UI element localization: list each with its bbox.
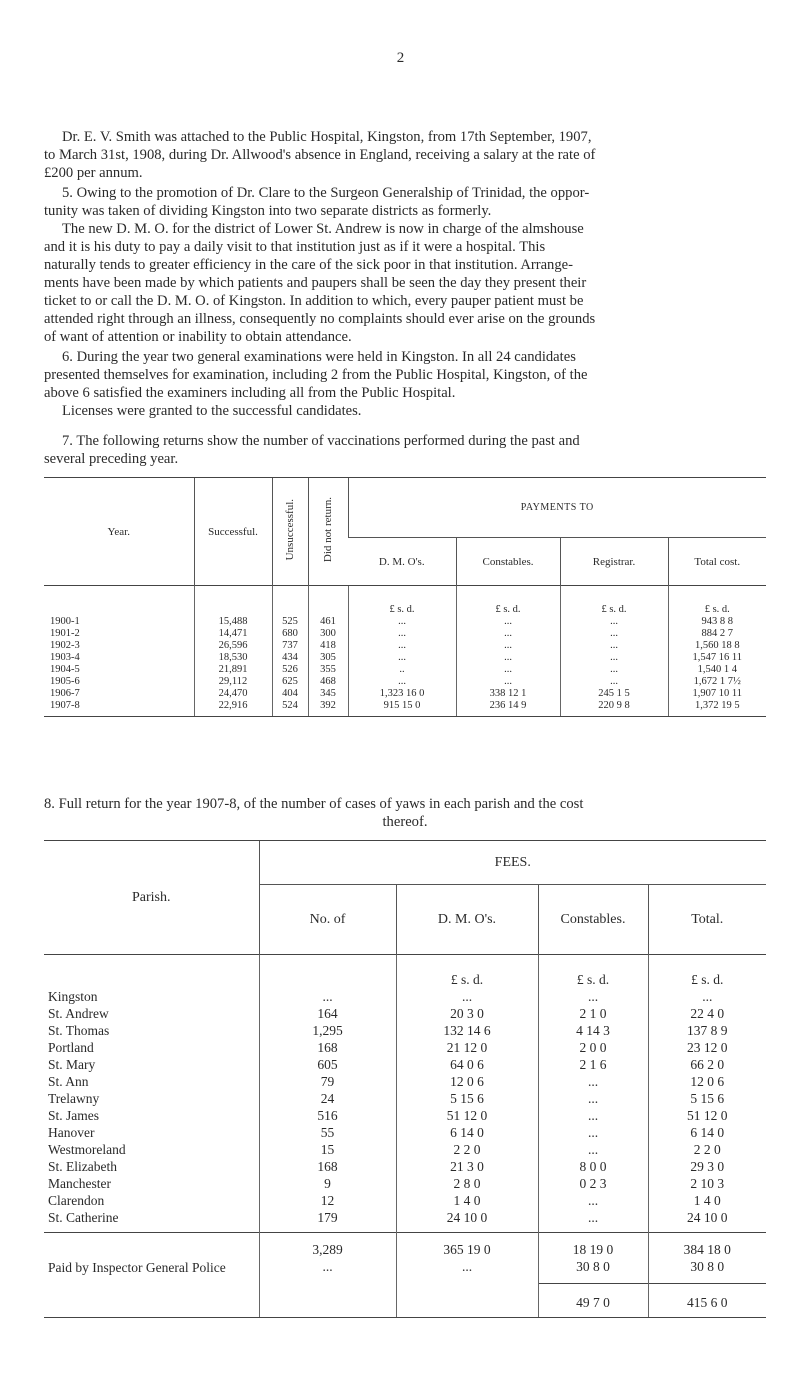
- totals-constables: 18 19 0: [538, 1233, 648, 1259]
- dmo-cell: 915 15 0: [348, 700, 456, 717]
- year-cell: 1902-3: [50, 640, 80, 651]
- police-label-cell: [44, 1233, 259, 1284]
- police-constables: 30 8 0: [538, 1258, 648, 1284]
- no-cell: 168: [259, 1158, 396, 1175]
- constables-cell: ...: [538, 988, 648, 1005]
- constables-cell: ...: [538, 1073, 648, 1090]
- header-did-not-return: [308, 478, 348, 586]
- dmo-cell: 21 12 0: [396, 1039, 538, 1056]
- parish-cell: St. Elizabeth: [48, 1159, 117, 1174]
- unsuccessful-cell: 680: [272, 628, 308, 640]
- yaws-row: [44, 1192, 766, 1209]
- dmo-cell: 2 2 0: [396, 1141, 538, 1158]
- no-cell: 15: [259, 1141, 396, 1158]
- no-cell: 605: [259, 1056, 396, 1073]
- registrar-cell: ...: [560, 640, 668, 652]
- parish-cell: Clarendon: [48, 1193, 105, 1208]
- header-registrar: Registrar.: [560, 538, 668, 586]
- yaws-row: [44, 988, 766, 1005]
- year-cell: 1901-2: [50, 628, 80, 639]
- totals-total: 384 18 0: [648, 1233, 766, 1259]
- yaws-table: [44, 840, 766, 1318]
- constables-cell: ...: [456, 616, 560, 628]
- unit-row: [44, 586, 766, 617]
- unit-row: [44, 955, 766, 989]
- parish-cell: St. Ann: [48, 1074, 89, 1089]
- vaccination-row: [44, 664, 766, 676]
- text-line: 8. Full return for the year 1907-8, of the number of cases of yaws in each parish and the cost: [44, 796, 584, 812]
- did-not-return-cell: 461: [308, 616, 348, 628]
- constables-cell: ...: [456, 652, 560, 664]
- total-cell: 137 8 9: [648, 1022, 766, 1039]
- grand-constables: 49 7 0: [538, 1284, 648, 1318]
- total-cell: 943 8 8: [668, 616, 766, 628]
- registrar-cell: ...: [560, 676, 668, 688]
- yaws-row: [44, 1073, 766, 1090]
- header-yaws-constables: Constables.: [538, 885, 648, 955]
- yaws-row: [44, 1056, 766, 1073]
- paragraph-5: [44, 184, 766, 346]
- unsuccessful-cell: 625: [272, 676, 308, 688]
- did-not-return-cell: 345: [308, 688, 348, 700]
- dmo-cell: 132 14 6: [396, 1022, 538, 1039]
- parish-cell: Trelawny: [48, 1091, 100, 1106]
- total-cell: 51 12 0: [648, 1107, 766, 1124]
- constables-cell: 0 2 3: [538, 1175, 648, 1192]
- total-cell: 22 4 0: [648, 1005, 766, 1022]
- header-fees: FEES.: [259, 841, 766, 885]
- header-successful: Successful.: [194, 478, 272, 586]
- vaccination-row: [44, 652, 766, 664]
- constables-cell: 4 14 3: [538, 1022, 648, 1039]
- successful-cell: 26,596: [194, 640, 272, 652]
- successful-cell: 21,891: [194, 664, 272, 676]
- year-cell: 1904-5: [50, 664, 80, 675]
- no-cell: 12: [259, 1192, 396, 1209]
- dmo-cell: 1 4 0: [396, 1192, 538, 1209]
- vaccination-row: [44, 640, 766, 652]
- did-not-return-cell: 305: [308, 652, 348, 664]
- text-line: £200 per annum.: [44, 165, 143, 181]
- parish-cell: St. Catherine: [48, 1210, 119, 1225]
- total-cell: 1,560 18 8: [668, 640, 766, 652]
- police-dmo: ...: [396, 1258, 538, 1284]
- totals-dmo: 365 19 0: [396, 1233, 538, 1259]
- police-label: Paid by Inspector General Police: [48, 1259, 226, 1275]
- total-cell: 2 2 0: [648, 1141, 766, 1158]
- registrar-cell: 245 1 5: [560, 688, 668, 700]
- unit-yaws-total: £ s. d.: [648, 955, 766, 989]
- unit-constables: £ s. d.: [456, 586, 560, 617]
- police-no: ...: [259, 1258, 396, 1284]
- constables-cell: 2 1 6: [538, 1056, 648, 1073]
- yaws-row: [44, 1124, 766, 1141]
- year-cell: 1907-8: [44, 700, 194, 717]
- no-cell: 516: [259, 1107, 396, 1124]
- header-no-of: No. of: [259, 885, 396, 955]
- vaccination-row: [44, 688, 766, 700]
- constables-cell: 338 12 1: [456, 688, 560, 700]
- total-cell: 29 3 0: [648, 1158, 766, 1175]
- text-line: The new D. M. O. for the district of Lower St. Andrew is now in charge of the almshouse: [62, 221, 584, 237]
- dmo-cell: 6 14 0: [396, 1124, 538, 1141]
- text-line: naturally tends to greater efficiency in the care of the sick poor in that institution. Arrange-: [44, 257, 573, 273]
- total-cell: 1,907 10 11: [668, 688, 766, 700]
- header-dmo: D. M. O's.: [378, 555, 425, 568]
- did-not-return-cell: 300: [308, 628, 348, 640]
- unit-yaws-constables: £ s. d.: [538, 955, 648, 989]
- text-line: to March 31st, 1908, during Dr. Allwood's absence in England, receiving a salary at the rate of: [44, 147, 596, 163]
- successful-cell: 22,916: [194, 700, 272, 717]
- unsuccessful-cell: 526: [272, 664, 308, 676]
- header-yaws-total: Total.: [648, 885, 766, 955]
- yaws-row: [44, 1022, 766, 1039]
- unsuccessful-cell: 524: [272, 700, 308, 717]
- header-did-not-return-label: Did not return.: [322, 497, 334, 563]
- registrar-cell: ...: [560, 664, 668, 676]
- paragraph-smith: [44, 128, 766, 182]
- parish-cell: St. Mary: [48, 1057, 96, 1072]
- no-cell: 9: [259, 1175, 396, 1192]
- successful-cell: 15,488: [194, 616, 272, 628]
- total-cell: 1,547 16 11: [668, 652, 766, 664]
- unsuccessful-cell: 434: [272, 652, 308, 664]
- total-cell: 1 4 0: [648, 1192, 766, 1209]
- no-cell: 1,295: [259, 1022, 396, 1039]
- header-total-cost: Total cost.: [668, 538, 766, 586]
- no-cell: 55: [259, 1124, 396, 1141]
- dmo-cell: ...: [348, 640, 456, 652]
- yaws-row: [44, 1141, 766, 1158]
- constables-cell: ...: [538, 1192, 648, 1209]
- registrar-cell: ...: [560, 652, 668, 664]
- unit-dmo: £ s. d.: [348, 586, 456, 617]
- text-line: Licenses were granted to the successful candidates.: [62, 403, 362, 419]
- page-number: 2: [396, 50, 405, 66]
- no-cell: 179: [259, 1209, 396, 1233]
- text-line: attended right through an illness, consequently no complaints should ever arise on the grounds: [44, 311, 596, 327]
- empty-cell: [44, 1284, 259, 1318]
- yaws-row: [44, 1039, 766, 1056]
- total-cell: 884 2 7: [668, 628, 766, 640]
- constables-cell: ...: [538, 1141, 648, 1158]
- dmo-cell: 20 3 0: [396, 1005, 538, 1022]
- dmo-cell: 1,323 16 0: [348, 688, 456, 700]
- parish-cell: Kingston: [48, 989, 98, 1004]
- registrar-cell: ...: [560, 616, 668, 628]
- year-cell: 1905-6: [50, 676, 80, 687]
- constables-cell: ...: [538, 1209, 648, 1233]
- dmo-cell: 2 8 0: [396, 1175, 538, 1192]
- registrar-cell: 220 9 8: [560, 700, 668, 717]
- dmo-cell: 5 15 6: [396, 1090, 538, 1107]
- constables-cell: 236 14 9: [456, 700, 560, 717]
- header-year: Year.: [44, 478, 194, 586]
- dmo-cell: ...: [348, 616, 456, 628]
- text-line: ments have been made by which patients and paupers shall be seen the day they present their: [44, 275, 587, 291]
- header-unsuccessful-label: Unsuccessful.: [284, 499, 296, 561]
- total-cell: 1,672 1 7½: [668, 676, 766, 688]
- vaccination-row: [44, 616, 766, 628]
- header-constables: Constables.: [456, 538, 560, 586]
- header-yaws-dmo: D. M. O's.: [396, 885, 538, 955]
- dmo-cell: 51 12 0: [396, 1107, 538, 1124]
- registrar-cell: ...: [560, 628, 668, 640]
- vaccination-row: [44, 676, 766, 688]
- parish-cell: Manchester: [48, 1176, 111, 1191]
- police-total: 30 8 0: [648, 1258, 766, 1284]
- text-line: 7. The following returns show the number of vaccinations performed during the past and: [62, 433, 580, 449]
- yaws-row: [44, 1090, 766, 1107]
- dmo-cell: ...: [348, 676, 456, 688]
- successful-cell: 29,112: [194, 676, 272, 688]
- constables-cell: ...: [538, 1124, 648, 1141]
- unsuccessful-cell: 737: [272, 640, 308, 652]
- text-line: and it is his duty to pay a daily visit to that institution just as if it were a hospital. This: [44, 239, 546, 255]
- grand-total: 415 6 0: [648, 1284, 766, 1318]
- dmo-cell: ...: [348, 628, 456, 640]
- header-unsuccessful: [272, 478, 308, 586]
- total-cell: 1,372 19 5: [668, 700, 766, 717]
- constables-cell: ...: [456, 676, 560, 688]
- no-cell: 79: [259, 1073, 396, 1090]
- vaccination-row: [44, 628, 766, 640]
- did-not-return-cell: 418: [308, 640, 348, 652]
- text-line: Dr. E. V. Smith was attached to the Public Hospital, Kingston, from 17th September, 1907,: [62, 129, 592, 145]
- total-cell: 23 12 0: [648, 1039, 766, 1056]
- no-cell: ...: [259, 988, 396, 1005]
- text-line: 5. Owing to the promotion of Dr. Clare to the Surgeon Generalship of Trinidad, the oppor-: [62, 185, 590, 201]
- yaws-row: [44, 1158, 766, 1175]
- total-cell: 1,540 1 4: [668, 664, 766, 676]
- no-cell: 164: [259, 1005, 396, 1022]
- did-not-return-cell: 355: [308, 664, 348, 676]
- parish-cell: Portland: [48, 1040, 94, 1055]
- total-cell: 6 14 0: [648, 1124, 766, 1141]
- total-cell: ...: [648, 988, 766, 1005]
- no-cell: 168: [259, 1039, 396, 1056]
- yaws-row: [44, 1005, 766, 1022]
- total-cell: 12 0 6: [648, 1073, 766, 1090]
- year-cell: 1903-4: [50, 652, 80, 663]
- text-line: above 6 satisfied the examiners including all from the Public Hospital.: [44, 385, 456, 401]
- text-line: presented themselves for examination, including 2 from the Public Hospital, Kingston, of the: [44, 367, 588, 383]
- parish-cell: St. James: [48, 1108, 100, 1123]
- unsuccessful-cell: 404: [272, 688, 308, 700]
- paragraph-7: [44, 432, 766, 468]
- total-cell: 5 15 6: [648, 1090, 766, 1107]
- total-cell: 24 10 0: [648, 1209, 766, 1233]
- year-cell: 1906-7: [50, 688, 80, 699]
- constables-cell: ...: [456, 628, 560, 640]
- yaws-row: [44, 1209, 766, 1233]
- no-cell: 24: [259, 1090, 396, 1107]
- unit-yaws-dmo: £ s. d.: [396, 955, 538, 989]
- totals-no: 3,289: [259, 1233, 396, 1259]
- empty-cell: [396, 1284, 538, 1318]
- text-line: of want of attention or inability to obtain attendance.: [44, 329, 352, 345]
- unit-registrar: £ s. d.: [560, 586, 668, 617]
- dmo-cell: ...: [348, 652, 456, 664]
- dmo-cell: 64 0 6: [396, 1056, 538, 1073]
- paragraph-8: [44, 795, 766, 831]
- successful-cell: 18,530: [194, 652, 272, 664]
- yaws-totals-row: [44, 1233, 766, 1259]
- parish-cell: Hanover: [48, 1125, 95, 1140]
- did-not-return-cell: 392: [308, 700, 348, 717]
- vaccination-table: [44, 477, 766, 717]
- header-parish: Parish.: [44, 841, 259, 955]
- year-cell: 1900-1: [50, 616, 80, 627]
- constables-cell: 2 1 0: [538, 1005, 648, 1022]
- did-not-return-cell: 468: [308, 676, 348, 688]
- text-line: thereof.: [382, 814, 428, 830]
- unit-total: £ s. d.: [668, 586, 766, 617]
- text-line: tunity was taken of dividing Kingston into two separate districts as formerly.: [44, 203, 492, 219]
- successful-cell: 24,470: [194, 688, 272, 700]
- yaws-row: [44, 1175, 766, 1192]
- total-cell: 66 2 0: [648, 1056, 766, 1073]
- dmo-cell: 24 10 0: [396, 1209, 538, 1233]
- vaccination-row: [44, 700, 766, 717]
- total-cell: 2 10 3: [648, 1175, 766, 1192]
- dmo-cell: 21 3 0: [396, 1158, 538, 1175]
- parish-cell: Westmoreland: [48, 1142, 126, 1157]
- empty-cell: [259, 1284, 396, 1318]
- paragraph-6: [44, 348, 766, 420]
- text-line: ticket to or call the D. M. O. of Kingston. In addition to which, every pauper patient must be: [44, 293, 584, 309]
- constables-cell: ...: [538, 1090, 648, 1107]
- dmo-cell: 12 0 6: [396, 1073, 538, 1090]
- constables-cell: ...: [538, 1107, 648, 1124]
- constables-cell: 8 0 0: [538, 1158, 648, 1175]
- header-payments-to: PAYMENTS TO: [348, 478, 766, 538]
- constables-cell: 2 0 0: [538, 1039, 648, 1056]
- dmo-cell: ...: [396, 988, 538, 1005]
- unsuccessful-cell: 525: [272, 616, 308, 628]
- successful-cell: 14,471: [194, 628, 272, 640]
- parish-cell: St. Thomas: [48, 1023, 110, 1038]
- yaws-grand-row: [44, 1284, 766, 1318]
- dmo-cell: ..: [348, 664, 456, 676]
- text-line: 6. During the year two general examinations were held in Kingston. In all 24 candidates: [62, 349, 576, 365]
- parish-cell: St. Andrew: [48, 1006, 109, 1021]
- constables-cell: ...: [456, 664, 560, 676]
- constables-cell: ...: [456, 640, 560, 652]
- yaws-row: [44, 1107, 766, 1124]
- text-line: several preceding year.: [44, 451, 179, 467]
